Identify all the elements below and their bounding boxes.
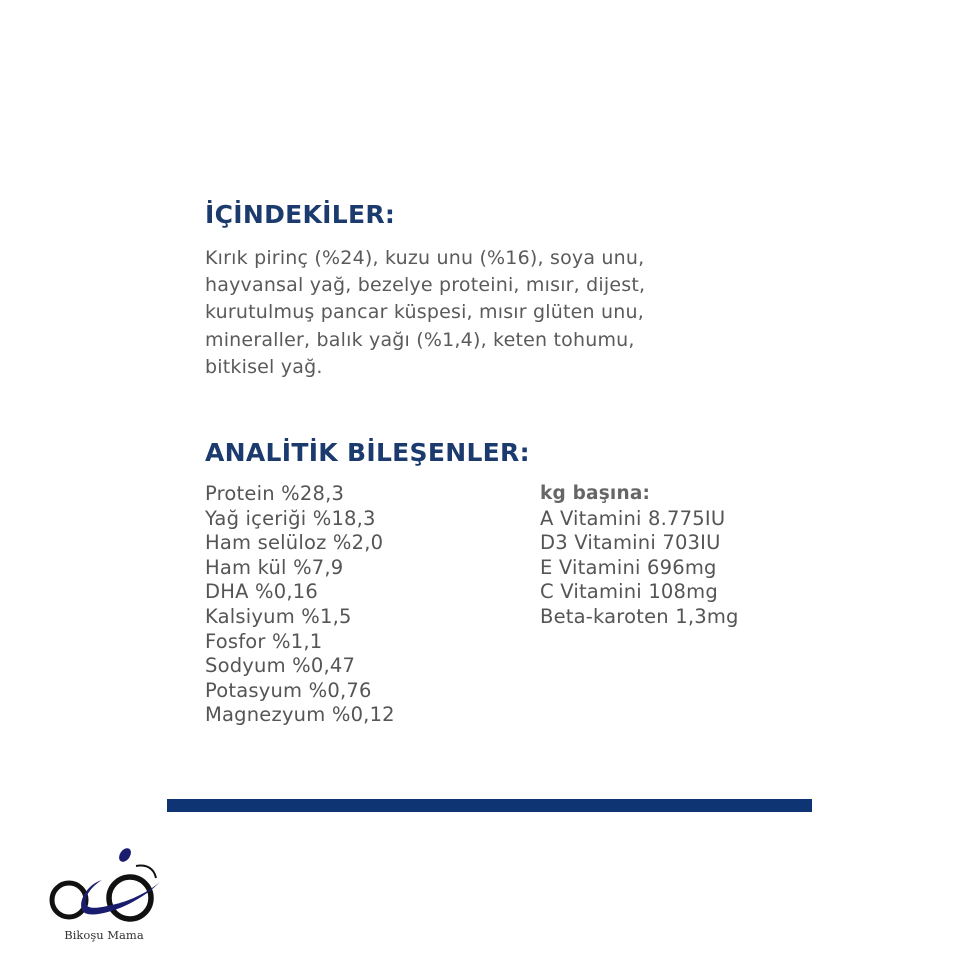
constituent-item: Fosfor %1,1 xyxy=(205,629,323,653)
vitamin-item: A Vitamini 8.775IU xyxy=(540,506,726,530)
vitamin-item: E Vitamini 696mg xyxy=(540,555,717,579)
analytical-constituents-list xyxy=(205,482,395,728)
brand-logo xyxy=(44,842,164,952)
vitamin-item: D3 Vitamini 703IU xyxy=(540,531,721,555)
constituent-item: Protein %28,3 xyxy=(205,482,345,505)
constituent-item: Ham kül %7,9 xyxy=(205,555,344,579)
constituent-item: DHA %0,16 xyxy=(205,580,318,604)
vitamin-item: C Vitamini 108mg xyxy=(540,580,718,604)
logo-text: Bikoşu Mama xyxy=(64,928,144,942)
analytics-heading: ANALİTİK BİLEŞENLER: xyxy=(205,438,530,467)
constituent-item: Magnezyum %0,12 xyxy=(205,703,395,727)
constituent-item: Potasyum %0,76 xyxy=(205,678,372,702)
constituent-item: Sodyum %0,47 xyxy=(205,654,356,678)
divider-bar xyxy=(167,799,812,812)
per-kg-vitamins-list xyxy=(540,482,739,630)
ingredients-line: bitkisel yağ. xyxy=(205,355,323,378)
ingredients-line: mineraller, balık yağı (%1,4), keten tohumu, xyxy=(205,328,635,351)
per-kg-heading: kg başına: xyxy=(540,483,651,504)
vitamin-item: Beta-karoten 1,3mg xyxy=(540,604,739,628)
ingredients-heading: İÇİNDEKİLER: xyxy=(205,200,396,229)
constituent-item: Ham selüloz %2,0 xyxy=(205,531,384,555)
ingredients-line: hayvansal yağ, bezelye proteini, mısır, dijest, xyxy=(205,274,646,297)
ingredients-list xyxy=(205,245,745,381)
bicycle-rider-logo-icon xyxy=(44,842,164,932)
ingredients-line: kurutulmuş pancar küspesi, mısır glüten unu, xyxy=(205,301,645,324)
constituent-item: Yağ içeriği %18,3 xyxy=(205,506,376,530)
ingredients-line: Kırık pirinç (%24), kuzu unu (%16), soya unu, xyxy=(205,247,645,269)
constituent-item: Kalsiyum %1,5 xyxy=(205,604,352,628)
